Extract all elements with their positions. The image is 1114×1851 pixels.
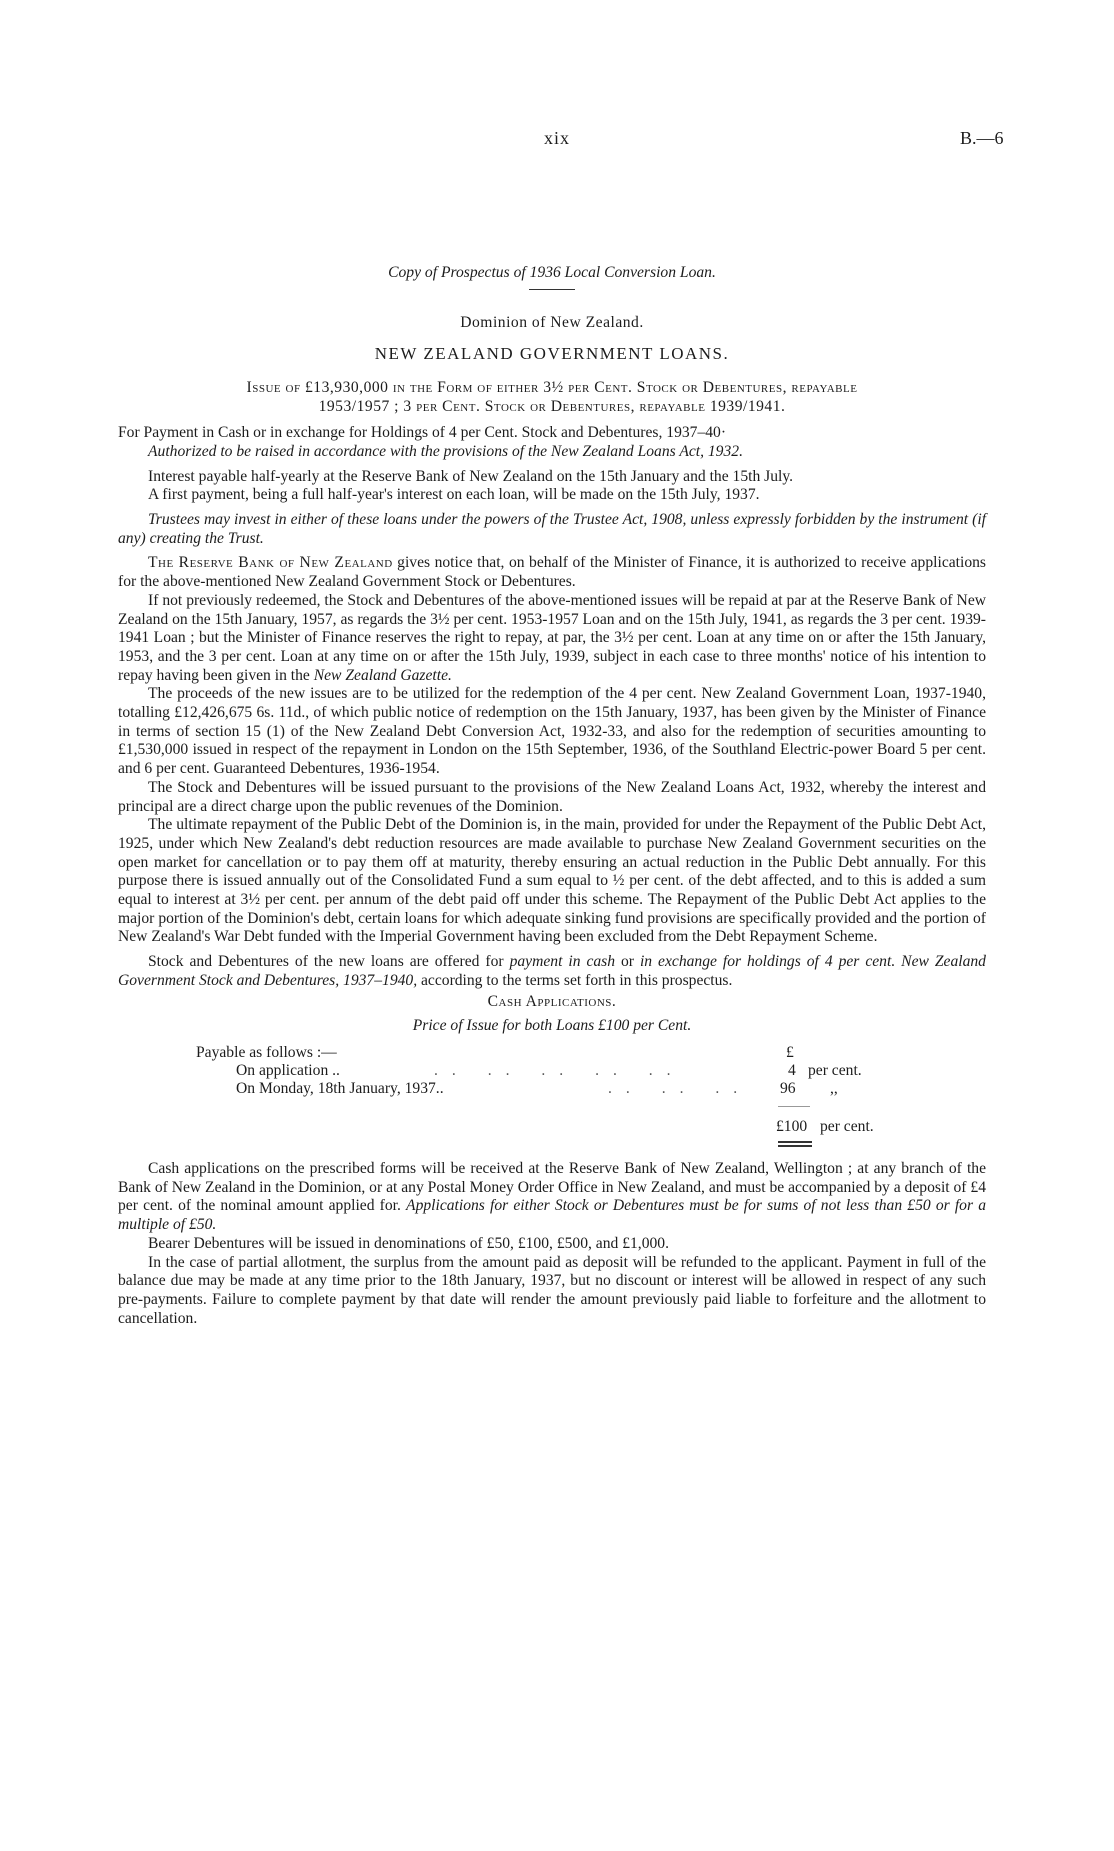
schedule-row-amount: 96	[780, 1080, 796, 1097]
cash-applications-heading: Cash Applications.	[487, 992, 617, 1010]
proceeds-paragraph: The proceeds of the new issues are to be utilized for the redemption of the 4 per cent. New Zealand Government Loan, 1937-1940, totalling £12,426,675 6s. 11d., of which public notice of redemption on the 15th January, 1937, has been given by the Minister of Finance in terms of section 15 (1) of the New Zealand Debt Conversion Act, 1932-33, and also for the redemption of securities amounting to £1,530,000 issued in respect of the repayment in London on the 15th September, 1936, of the Southland Electric-power Board 5 per cent. and 6 per cent. Guaranteed Debentures, 1936-1954.	[118, 685, 986, 778]
reserve-bank-notice	[118, 554, 986, 591]
schedule-total: £100	[776, 1118, 808, 1135]
sum-rule	[778, 1106, 810, 1107]
offer-cash-italic: payment in cash	[509, 953, 616, 971]
payment-schedule	[118, 1042, 986, 1150]
cash-application-paragraph	[118, 1160, 986, 1235]
offer-exchange-italic: in exchange for holdings of 4 per cent. New Zealand Government Stock and Debentures, 1937–1940,	[118, 953, 986, 989]
offer-text-or: or	[615, 953, 640, 971]
first-payment-note: A first payment, being a full half-year's interest on each loan, will be made on the 15th July, 1937.	[148, 486, 760, 504]
gazette-reference: New Zealand Gazette.	[313, 666, 452, 684]
redemption-text: If not previously redeemed, the Stock and Debentures of the above-mentioned issues will be repaid at par at the Reserve Bank of New Zealand on the 15th January, 1957, as regards the 3½ per cent. 1953-1957 Loan and on the 15th July, 1941, as regards the 3 per cent. 1939-1941 Loan ; but the Minister of Finance reserves the right to repay, at par, the 3½ per cent. Loan at any time on or after the 15th January, 1953, and the 3 per cent. Loan at any time on or after the 15th July, 1939, subject in each case to three months' notice of his intention to repay having been given in the	[118, 591, 986, 684]
schedule-row-leaders: .. .. .. .. ..	[434, 1062, 685, 1079]
reserve-bank-notice-text: gives notice that, on behalf of the Minister of Finance, it is authorized to receive applications for the above-mentioned New Zealand Government Stock or Debentures.	[118, 554, 986, 591]
document-reference: B.—6	[960, 128, 1004, 148]
issuance-paragraph: The Stock and Debentures will be issued pursuant to the provisions of the New Zealand Loans Act, 1932, whereby the interest and principal are a direct charge upon the public revenues of the Dominion.	[118, 778, 986, 815]
offer-paragraph	[118, 953, 986, 990]
partial-allotment-paragraph: In the case of partial allotment, the surplus from the amount paid as deposit will be refunded to the applicant. Payment in full of the balance due may be made at any time prior to the 18th January, 1937, but no discount or interest will be allowed in respect of any such pre-payments. Failure to complete payment by that date will render the amount previously paid liable to forfeiture and the allotment to cancellation.	[118, 1253, 986, 1327]
schedule-row-label: On Monday, 18th January, 1937..	[236, 1080, 444, 1097]
caption-rule	[529, 289, 575, 290]
schedule-row-unit: per cent.	[808, 1062, 862, 1079]
interest-note: Interest payable half-yearly at the Reserve Bank of New Zealand on the 15th January and the 15th July.	[148, 467, 794, 485]
trustee-note: Trustees may invest in either of these loans under the powers of the Trustee Act, 1908, unless expressly forbidden by the instrument (if any) creating the Trust.	[118, 511, 986, 547]
reserve-bank-name: The Reserve Bank of New Zealand	[148, 554, 393, 572]
schedule-row-label: On application ..	[236, 1062, 340, 1079]
prospectus-body	[118, 264, 986, 1328]
total-double-rule	[778, 1141, 812, 1143]
payment-terms: For Payment in Cash or in exchange for Holdings of 4 per Cent. Stock and Debentures, 1937–40·	[118, 424, 727, 442]
schedule-row-leaders: .. .. ..	[608, 1080, 752, 1097]
payable-label: Payable as follows :—	[196, 1044, 337, 1061]
minimum-amount-note: Applications for either Stock or Debentures must be for sums of not less than £50 or for a multiple of £50.	[118, 1197, 986, 1234]
cash-application-text: Cash applications on the prescribed forms will be received at the Reserve Bank of New Zealand, Wellington ; at any branch of the Bank of New Zealand in the Dominion, or at any Postal Money Order Office in New Zealand, and must be accompanied by a deposit of £4 per cent. of the nominal amount applied for.	[118, 1160, 986, 1215]
authorization-note: Authorized to be raised in accordance with the provisions of the New Zealand Loans Act, 1932.	[148, 442, 743, 460]
total-double-rule	[778, 1145, 812, 1147]
debt-repayment-paragraph: The ultimate repayment of the Public Debt of the Dominion is, in the main, provided for under the Repayment of the Public Debt Act, 1925, under which New Zealand's debt reduction resources are made available to purchase New Zealand Government securities on the open market for cancellation or to pay them off at maturity, thereby ensuring an actual reduction in the Public Debt annually. For this purpose there is issued annually out of the Consolidated Fund a sum equal to ½ per cent. of the debt affected, and to this is added a sum equal to interest at 3½ per cent. per annum of the debt paid off under this scheme. The Repayment of the Public Debt Act applies to the major portion of the Dominion's debt, certain loans for which adequate sinking fund provisions are specifically provided and the portion of New Zealand's War Debt funded with the Imperial Government having been excluded from the Debt Repayment Scheme.	[118, 816, 986, 946]
loans-title: NEW ZEALAND GOVERNMENT LOANS.	[374, 344, 730, 364]
issue-statement	[118, 379, 986, 416]
issue-price: Price of Issue for both Loans £100 per Cent.	[412, 1017, 692, 1035]
issue-line-2: 1953/1957 ; 3 per Cent. Stock or Debentures, repayable 1939/1941.	[318, 397, 786, 415]
schedule-row-unit: ,,	[830, 1080, 838, 1097]
issue-line-1: Issue of £13,930,000 in the Form of either 3½ per Cent. Stock or Debentures, repayable	[246, 378, 858, 396]
schedule-total-unit: per cent.	[820, 1118, 874, 1135]
offer-text-a: Stock and Debentures of the new loans are offered for	[148, 953, 510, 971]
denominations-paragraph: Bearer Debentures will be issued in denominations of £50, £100, £500, and £1,000.	[148, 1234, 669, 1252]
schedule-row-amount: 4	[788, 1062, 796, 1079]
offer-text-end: according to the terms set forth in this prospectus.	[417, 971, 733, 989]
page-number: xix	[543, 128, 570, 148]
prospectus-caption: Copy of Prospectus of 1936 Local Conversion Loan.	[388, 264, 716, 281]
dominion-subtitle: Dominion of New Zealand.	[460, 313, 644, 331]
redemption-paragraph	[118, 592, 986, 686]
currency-header: £	[786, 1044, 794, 1061]
